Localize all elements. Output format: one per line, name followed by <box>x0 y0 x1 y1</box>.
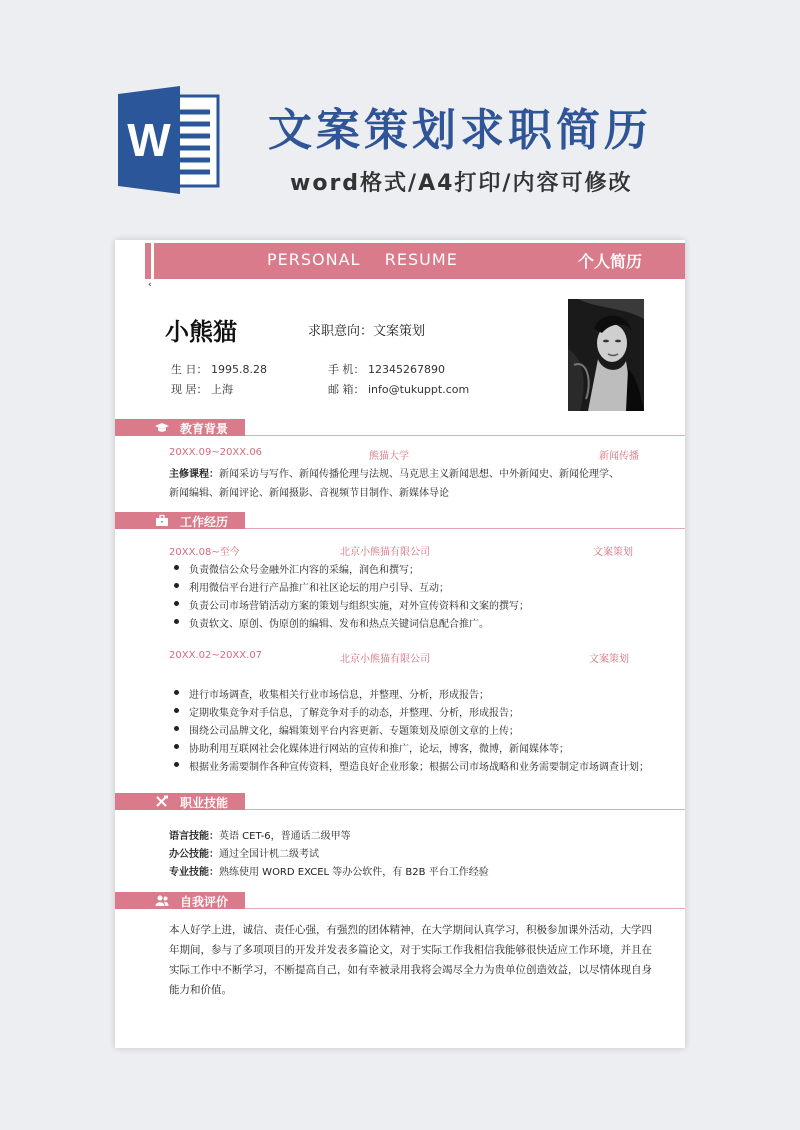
section-education-header <box>115 419 245 436</box>
birth-value: 1995.8.28 <box>211 363 267 376</box>
job-role: 文案策划 <box>593 547 633 558</box>
tools-icon <box>155 795 169 808</box>
job-duty-item: 围绕公司品牌文化，编辑策划平台内容更新、专题策划及原创文章的上传； <box>174 722 519 737</box>
email-info <box>328 381 469 397</box>
section-work-header <box>115 512 245 529</box>
education-major: 新闻传播 <box>599 451 639 462</box>
skill-value: 通过全国计机二级考试 <box>219 849 319 860</box>
section-divider <box>245 528 685 529</box>
header-chinese-title: 个人简历 <box>578 252 643 271</box>
job-duty-item: 负责公司市场营销活动方案的策划与组织实施，对外宣传资料和文案的撰写； <box>174 597 529 612</box>
education-courses-line-2: 新闻编辑、新闻评论、新闻摄影、音视频节目制作、新媒体导论 <box>169 488 449 499</box>
job-duty-item: 进行市场调查，收集相关行业市场信息，并整理、分析，形成报告； <box>174 686 489 701</box>
job-duty-item: 负责微信公众号金融外汇内容的采编，润色和撰写； <box>174 561 419 576</box>
section-self-header <box>115 892 245 909</box>
job-duty-item: 负责软文、原创、伪原创的编辑、发布和热点关键词信息配合推广。 <box>174 615 489 630</box>
education-school: 熊猫大学 <box>369 451 409 462</box>
skill-row <box>169 827 351 842</box>
section-education-title: 教育背景 <box>180 422 229 436</box>
self-evaluation-text: 本人好学上进，诚信、责任心强，有强烈的团体精神，在大学期间认真学习，积极参加课外活动，大学四年期间，参与了多项项目的开发并发表多篇论文，对于实际工作我相信我能够很快适应工作环境，并且在实际工作中不断学习，不断提高自己，如有幸被录用我将会竭尽全力为贵单位创造效益，以尽情体现自身能力和价值。 <box>169 924 652 996</box>
skill-value: 熟练使用 WORD EXCEL 等办公软件，有 B2B 平台工作经验 <box>219 867 489 878</box>
phone-info <box>328 361 445 377</box>
users-icon <box>155 894 169 907</box>
section-divider <box>245 908 685 909</box>
residence-value: 上海 <box>211 383 233 396</box>
resume-page <box>115 240 685 1048</box>
job-duty-item: 协助利用互联网社会化媒体进行网站的宣传和推广，论坛，博客，微博，新闻媒体等； <box>174 740 569 755</box>
briefcase-icon <box>155 514 169 527</box>
word-document-icon <box>118 86 222 194</box>
skill-row <box>169 863 489 878</box>
job-duty-item: 根据业务需要制作各种宣传资料，塑造良好企业形象；根据公司市场战略和业务需要制定市场调查计划； <box>174 758 649 773</box>
job-period: 20XX.02~20XX.07 <box>169 650 263 661</box>
section-divider <box>245 809 685 810</box>
courses-label: 主修课程： <box>169 469 219 480</box>
job-company: 北京小熊猫有限公司 <box>340 547 430 558</box>
header-stripe <box>145 243 151 279</box>
residence-info <box>171 381 233 397</box>
phone-label: 手 机： <box>328 363 365 376</box>
profile-photo <box>568 299 644 411</box>
skill-label: 语言技能： <box>169 831 219 842</box>
courses-text: 新闻采访与写作、新闻传播伦理与法规、马克思主义新闻思想、中外新闻史、新闻伦理学、 <box>219 469 619 480</box>
section-skills-title: 职业技能 <box>180 796 229 810</box>
promo-title: 文案策划求职简历 <box>268 105 652 156</box>
svg-text:W: W <box>127 114 171 166</box>
education-period: 20XX.09~20XX.06 <box>169 447 263 458</box>
email-label: 邮 箱： <box>328 383 365 396</box>
job-company: 北京小熊猫有限公司 <box>340 654 430 665</box>
section-self-title: 自我评价 <box>180 895 229 909</box>
candidate-name: 小熊猫 <box>165 318 237 346</box>
promo-subtitle: word格式/A4打印/内容可修改 <box>290 171 633 196</box>
email-value: info@tukuppt.com <box>368 383 470 396</box>
graduation-cap-icon <box>155 421 169 434</box>
section-skills-header <box>115 793 245 810</box>
skill-label: 办公技能： <box>169 849 219 860</box>
section-work-title: 工作经历 <box>180 515 229 529</box>
job-period: 20XX.08~至今 <box>169 547 240 558</box>
education-courses-line-1 <box>169 465 619 480</box>
phone-value: 12345267890 <box>368 363 445 376</box>
job-role: 文案策划 <box>589 654 629 665</box>
birth-info <box>171 361 267 377</box>
job-duty-item: 利用微信平台进行产品推广和社区论坛的用户引导、互动； <box>174 579 449 594</box>
skill-value: 英语 CET-6，普通话二级甲等 <box>219 831 351 842</box>
residence-label: 现 居： <box>171 383 208 396</box>
job-duty-item: 定期收集竞争对手信息，了解竞争对手的动态，并整理、分析，形成报告； <box>174 704 519 719</box>
skill-label: 专业技能： <box>169 867 219 878</box>
birth-label: 生 日： <box>171 363 208 376</box>
cursor-mark: ‹ <box>148 280 152 290</box>
header-english-title: PERSONAL RESUME <box>267 250 458 269</box>
job-intent: 求职意向：文案策划 <box>308 324 426 339</box>
section-divider <box>245 435 685 436</box>
skill-row <box>169 845 319 860</box>
